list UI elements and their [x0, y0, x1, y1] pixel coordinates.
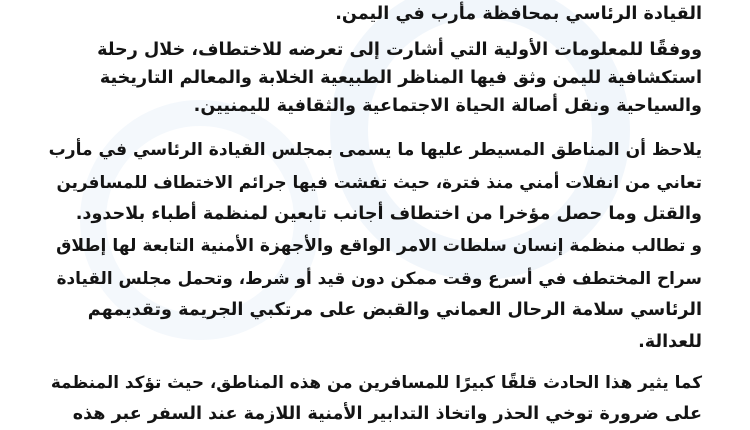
text-line: استكشافية لليمن وثق فيها المناظر الطبيعية الخلابة والمعالم التاريخية [99, 68, 702, 88]
text-line: سراح المختطف في أسرع وقت ممكن دون قيد أو شرط، وتحمل مجلس القيادة [56, 268, 702, 288]
text-line: يلاحظ أن المناطق المسيطر عليها ما يسمى بمجلس القيادة الرئاسي في مأرب [48, 140, 702, 160]
text-line: تعاني من انفلات أمني منذ فترة، حيث تفشت فيها جرائم الاختطاف للمسافرين [56, 172, 702, 192]
text-line: الرئاسي سلامة الرحال العماني والقبض على مرتكبي الجريمة وتقديمهم [87, 300, 702, 320]
text-line: على ضرورة توخي الحذر واتخاذ التدابير الأمنية اللازمة عند السفر عبر هذه [72, 404, 702, 424]
text-line: للعدالة. [638, 332, 702, 352]
text-line: القيادة الرئاسي بمحافظة مأرب في اليمن. [335, 4, 702, 24]
text-line: والقتل وما حصل مؤخرا من اختطاف أجانب تابعين لمنظمة أطباء بلاحدود. [75, 204, 702, 224]
text-line: ووفقًا للمعلومات الأولية التي أشارت إلى تعرضه للاختطاف، خلال رحلة [97, 40, 702, 60]
text-line: كما يثير هذا الحادث قلقًا كبيرًا للمسافرين من هذه المناطق، حيث تؤكد المنظمة [50, 372, 702, 392]
text-line: والسياحية ونقل أصالة الحياة الاجتماعية والثقافية لليمنيين. [193, 96, 702, 116]
text-line: و تطالب منظمة إنسان سلطات الامر الواقع والأجهزة الأمنية التابعة لها إطلاق [56, 236, 702, 256]
